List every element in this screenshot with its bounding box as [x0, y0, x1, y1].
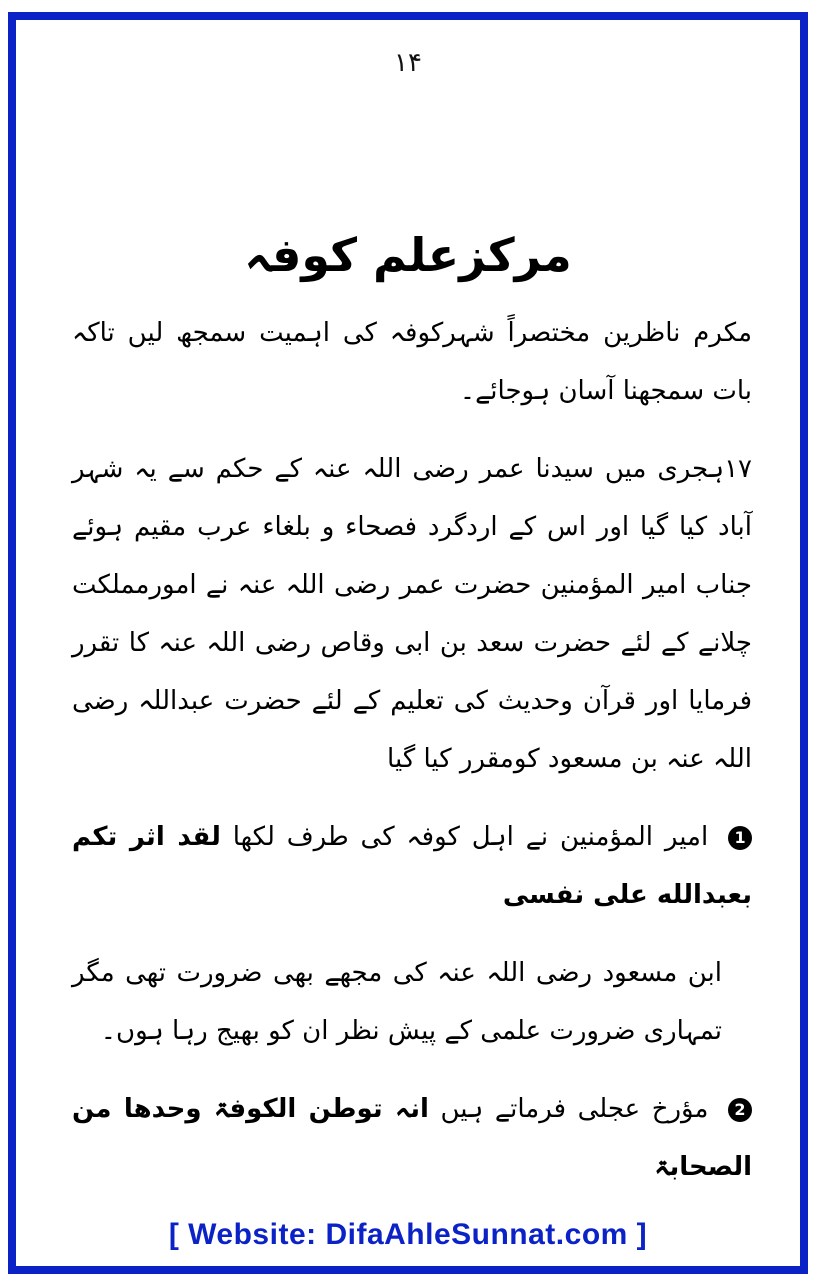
- intro-paragraph: مکرم ناظرین مختصراً شہرکوفہ کی اہمیت سمجھ لیں تاکہ بات سمجھنا آسان ہوجائے۔: [72, 318, 752, 406]
- item-2-text: مؤرخ عجلی فرماتے ہیں: [440, 1094, 709, 1124]
- page-number: ۱۴: [394, 48, 422, 78]
- number-badge-2: 2: [728, 1098, 752, 1122]
- document-body: [72, 304, 752, 1216]
- item-1-arabic-quote: لقد اثر تکم بعبدالله علی نفسی: [72, 822, 752, 910]
- number-badge-1: 1: [728, 826, 752, 850]
- page-title: مرکزعلم کوفہ: [244, 228, 572, 282]
- item-1-text: امیر المؤمنین نے اہل کوفہ کی طرف لکھا: [232, 822, 709, 852]
- numbered-item-2: [72, 1080, 752, 1196]
- page-frame: [8, 12, 808, 1274]
- numbered-item-1: [72, 808, 752, 924]
- website-footer: [ Website: DifaAhleSunnat.com ]: [168, 1218, 648, 1251]
- history-paragraph: ۱۷ہجری میں سیدنا عمر رضی اللہ عنہ کے حکم سے یہ شہر آباد کیا گیا اور اس کے اردگرد فصحاء و بلغاء عرب مقیم ہوئے جناب امیر المؤمنین حضرت عمر رضی اللہ عنہ نے امورمملکت چلانے کے لئے حضرت سعد بن ابی وقاص رضی اللہ عنہ کا تقرر فرمایا اور قرآن وحدیث کی تعلیم کے لئے حضرت عبداللہ رضی اللہ عنہ بن مسعود کومقرر کیا گیا: [72, 454, 752, 774]
- item-2-arabic-quote: انہ توطن الکوفۃ وحدھا من الصحابۃ: [72, 1094, 752, 1182]
- ibn-masud-paragraph: ابن مسعود رضی اللہ عنہ کی مجھے بھی ضرورت تھی مگر تمہاری ضرورت علمی کے پیش نظر ان کو بھیج رہا ہوں۔: [72, 958, 722, 1046]
